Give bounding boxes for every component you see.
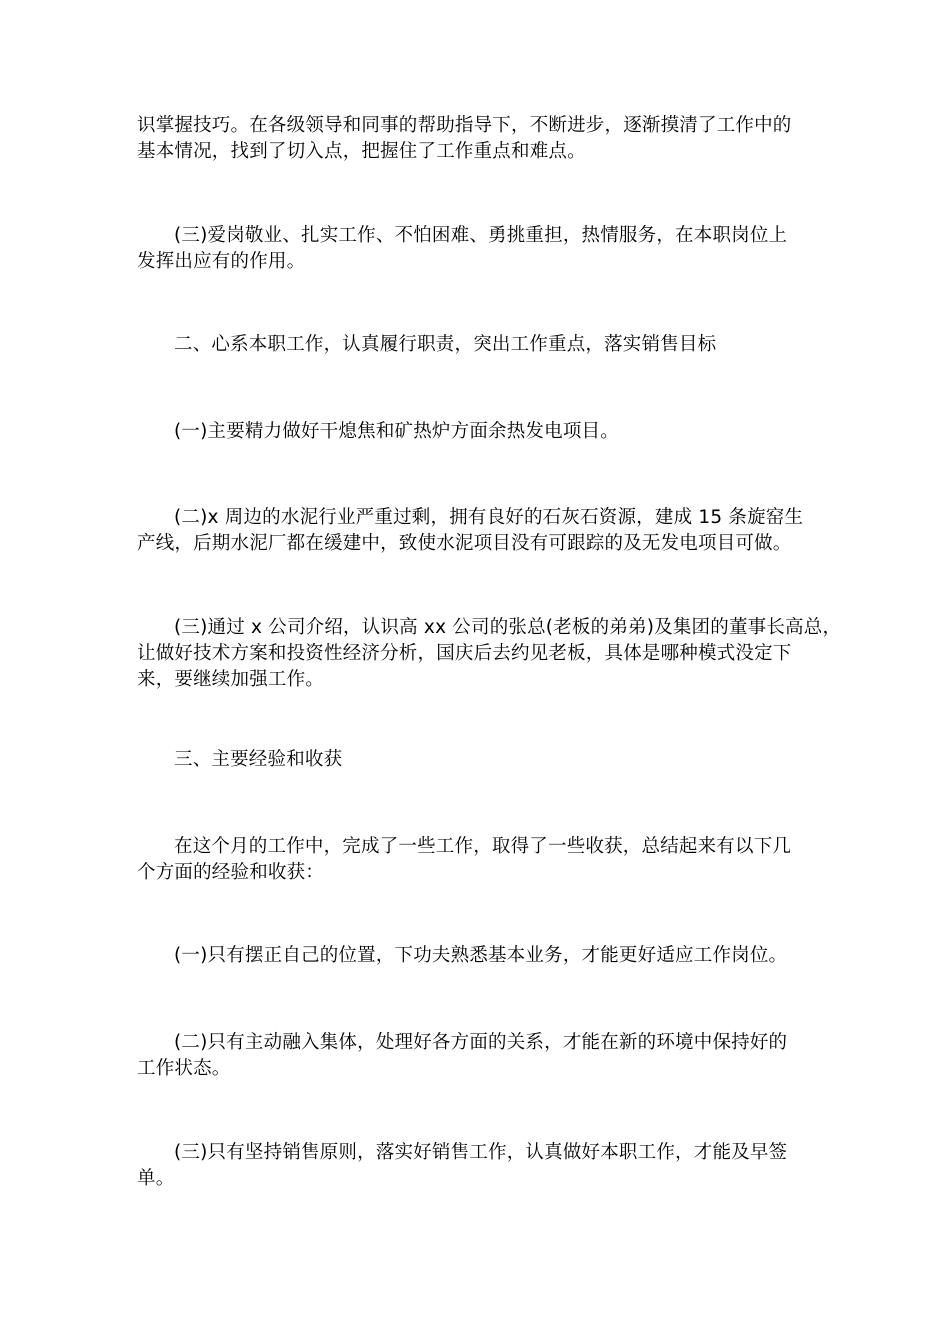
heading-text: 三、主要经验和收获 bbox=[174, 749, 343, 770]
paragraph-lesson-1 bbox=[137, 943, 817, 969]
paragraph-item-1-focus bbox=[137, 419, 817, 445]
text-line: 来，要继续加强工作。 bbox=[137, 669, 325, 690]
paragraph-lesson-3 bbox=[137, 1140, 817, 1192]
text-line: (一)主要精力做好干熄焦和矿热炉方面余热发电项目。 bbox=[174, 421, 619, 442]
paragraph-item-2-cement bbox=[137, 505, 817, 557]
text-line: 识掌握技巧。在各级领导和同事的帮助指导下，不断进步，逐渐摸清了工作中的 bbox=[137, 115, 792, 136]
text-line: (二)x 周边的水泥行业严重过剩，拥有良好的石灰石资源，建成 15 条旋窑生 bbox=[174, 507, 804, 528]
text-line: 在这个月的工作中，完成了一些工作，取得了一些收获，总结起来有以下几 bbox=[174, 836, 792, 857]
text-line: (三)通过 x 公司介绍，认识高 xx 公司的张总(老板的弟弟)及集团的董事长高总， bbox=[174, 617, 842, 638]
text-line: 让做好技术方案和投资性经济分析，国庆后去约见老板，具体是哪种模式没定下 bbox=[137, 643, 792, 664]
text-line: (一)只有摆正自己的位置，下功夫熟悉基本业务，才能更好适应工作岗位。 bbox=[174, 945, 788, 966]
text-line: 个方面的经验和收获： bbox=[137, 862, 325, 883]
section-heading-3 bbox=[137, 747, 817, 773]
text-line: (三)爱岗敬业、扎实工作、不怕困难、勇挑重担，热情服务，在本职岗位上 bbox=[174, 225, 788, 246]
text-line: 发挥出应有的作用。 bbox=[137, 251, 306, 272]
paragraph-continuation bbox=[137, 113, 817, 165]
text-line: (三)只有坚持销售原则，落实好销售工作，认真做好本职工作，才能及早签 bbox=[174, 1142, 788, 1163]
heading-text: 二、心系本职工作，认真履行职责，突出工作重点，落实销售目标 bbox=[174, 334, 717, 355]
text-line: 基本情况，找到了切入点，把握住了工作重点和难点。 bbox=[137, 141, 586, 162]
paragraph-summary-intro bbox=[137, 834, 817, 886]
text-line: 单。 bbox=[137, 1168, 175, 1189]
section-heading-2 bbox=[137, 332, 817, 358]
paragraph-item-3-dedication bbox=[137, 223, 817, 275]
paragraph-lesson-2 bbox=[137, 1030, 817, 1082]
paragraph-item-3-introduction bbox=[137, 615, 842, 693]
text-line: 工作状态。 bbox=[137, 1058, 231, 1079]
text-line: (二)只有主动融入集体，处理好各方面的关系，才能在新的环境中保持好的 bbox=[174, 1032, 788, 1053]
text-line: 产线，后期水泥厂都在缓建中，致使水泥项目没有可跟踪的及无发电项目可做。 bbox=[137, 533, 792, 554]
